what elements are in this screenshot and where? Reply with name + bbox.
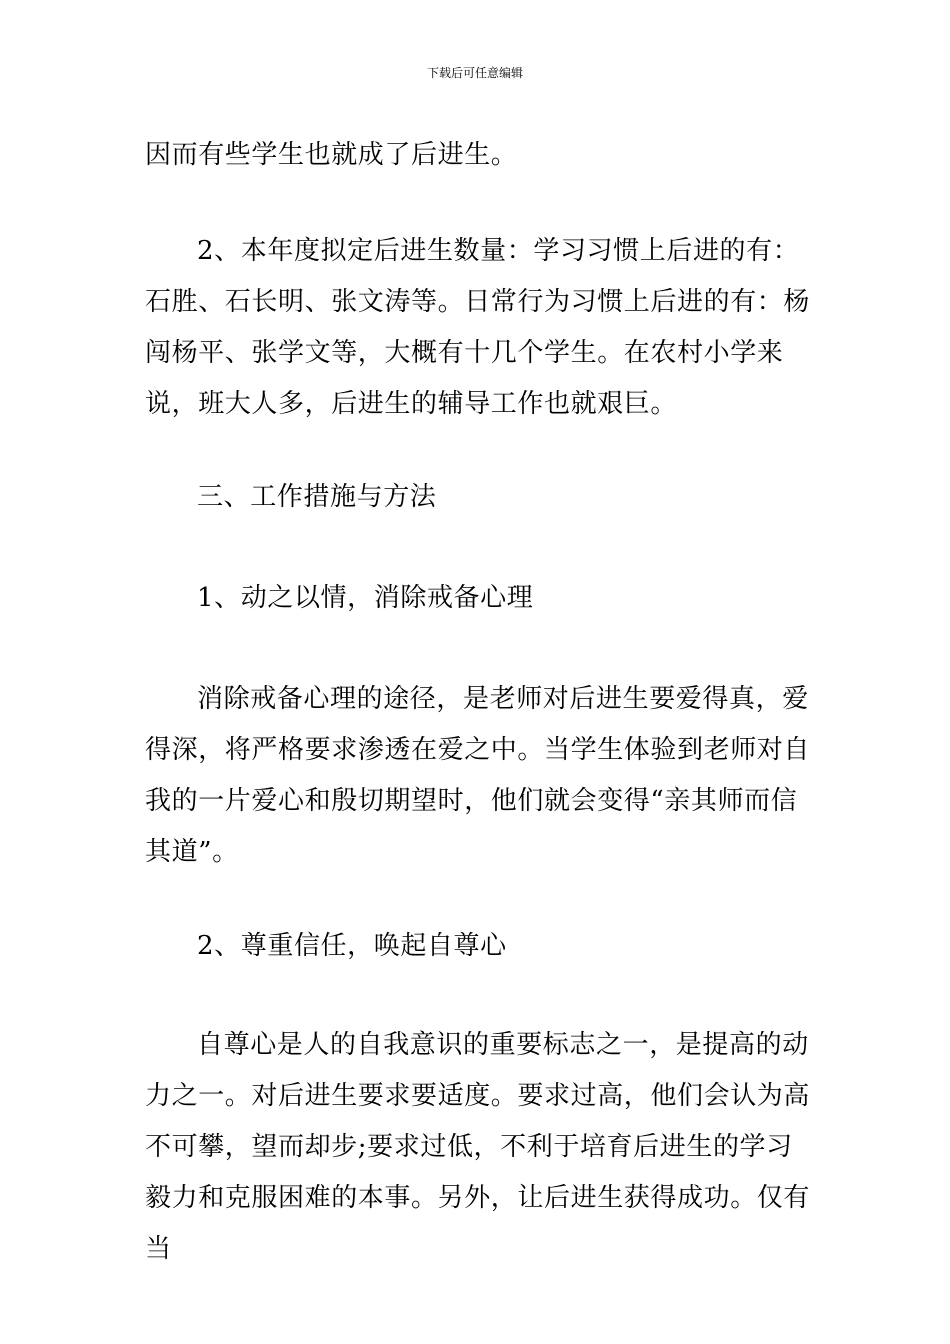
paragraph-remove-guard: 消除戒备心理的途径，是老师对后进生要爱得真，爱得深，将严格要求渗透在爱之中。当学生体验到老师对自我的一片爱心和殷切期望时，他们就会变得“亲其师而信其道”。	[145, 684, 811, 867]
subheading-emotion: 1、动之以情，消除戒备心理	[197, 583, 534, 613]
section-heading-measures: 三、工作措施与方法	[197, 482, 437, 512]
paragraph-continuation: 因而有些学生也就成了后进生。	[145, 140, 518, 170]
paragraph-self-esteem: 自尊心是人的自我意识的重要标志之一，是提高的动力之一。对后进生要求要适度。要求过高，他们会认为高不可攀，望而却步;要求过低，不利于培育后进生的学习毅力和克服困难的本事。另外，让后进生获得成功。仅有当	[145, 1030, 811, 1264]
page-header: 下载后可任意编辑	[426, 66, 523, 80]
subheading-respect-trust: 2、尊重信任，唤起自尊心	[197, 931, 507, 961]
paragraph-underachiever-count: 2、本年度拟定后进生数量：学习习惯上后进的有：石胜、石长明、张文涛等。日常行为习惯上后进的有：杨闯杨平、张学文等，大概有十几个学生。在农村小学来说，班大人多，后进生的辅导工作也就艰巨。	[145, 236, 811, 419]
